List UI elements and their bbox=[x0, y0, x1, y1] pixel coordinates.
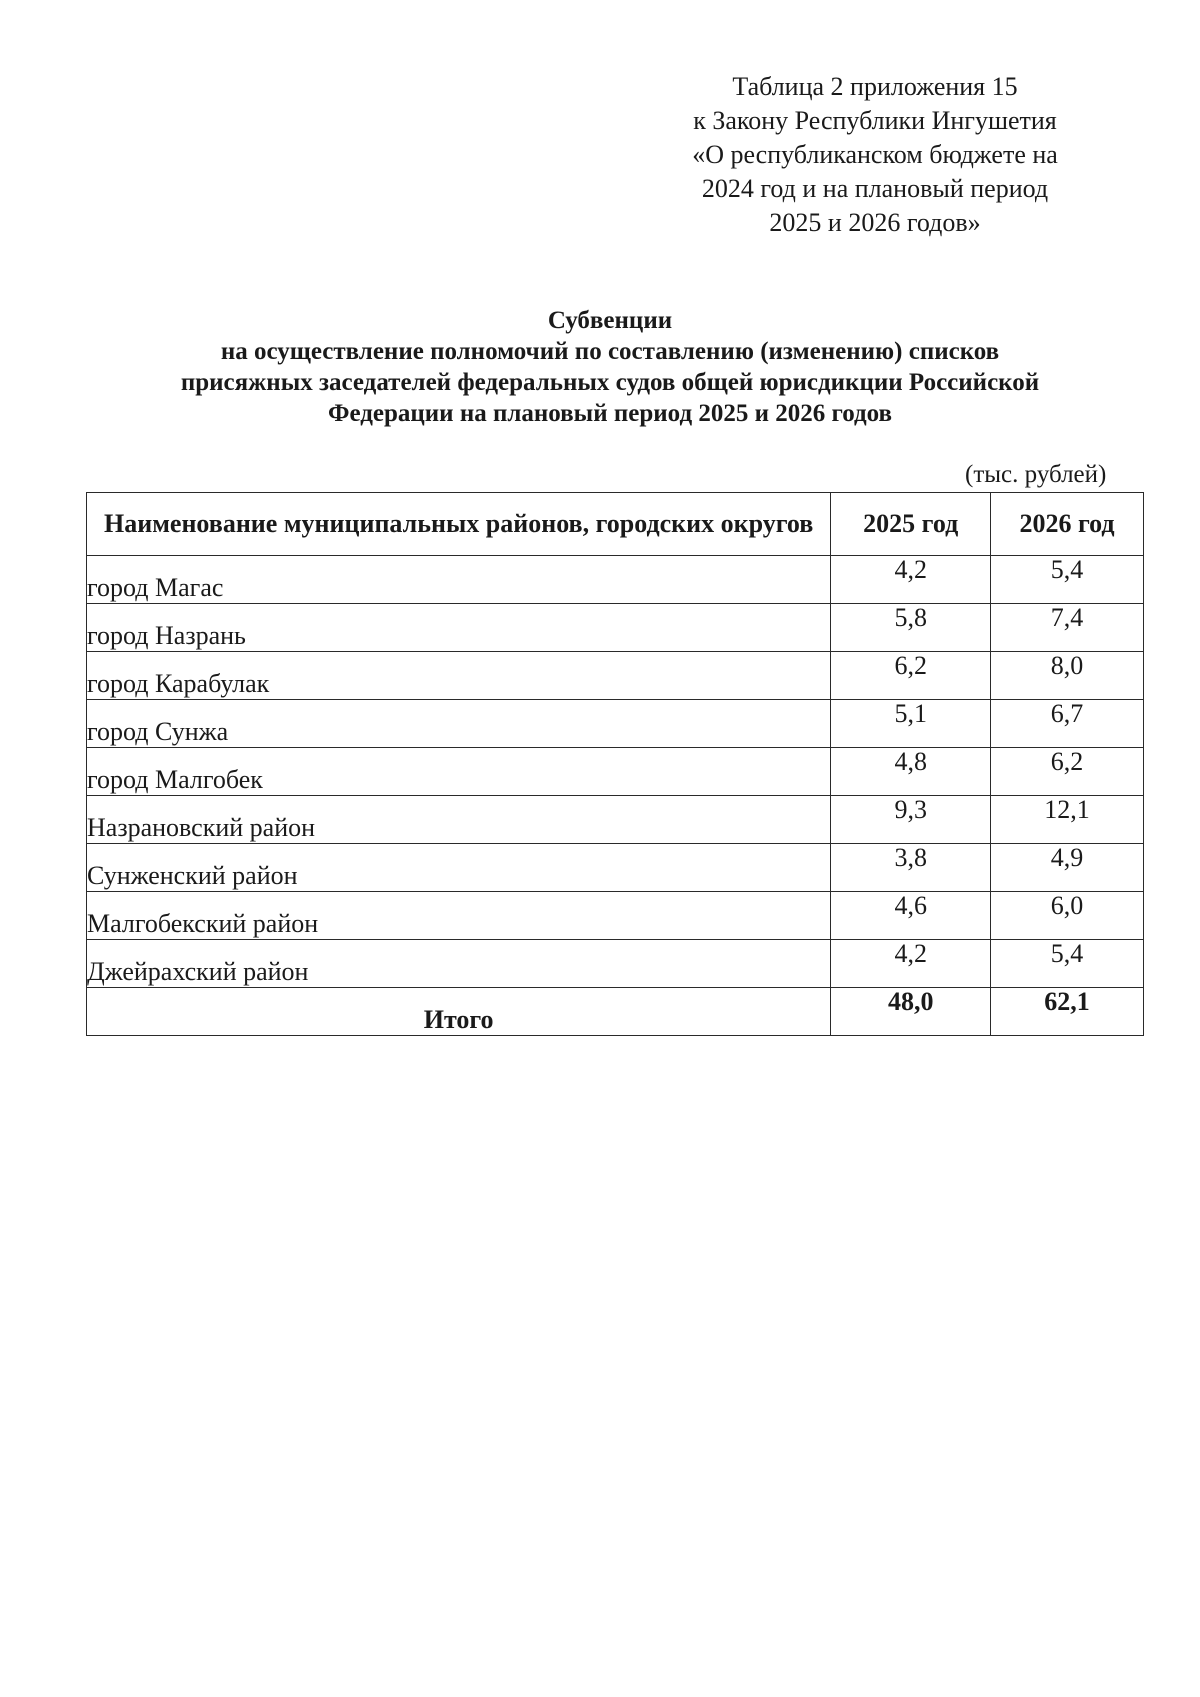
table-header-row bbox=[87, 493, 1144, 556]
row-2025-value: 3,8 bbox=[831, 844, 991, 892]
row-name: город Назрань bbox=[87, 604, 831, 652]
row-2025-value: 4,2 bbox=[831, 556, 991, 604]
appendix-line: «О республиканском бюджете на bbox=[692, 140, 1058, 169]
appendix-line: к Закону Республики Ингушетия bbox=[693, 106, 1057, 135]
table-body bbox=[87, 556, 1144, 1036]
row-2026-value: 4,9 bbox=[991, 844, 1144, 892]
appendix-line: Таблица 2 приложения 15 bbox=[732, 72, 1018, 101]
total-2025-value: 48,0 bbox=[831, 988, 991, 1036]
row-2025-value: 5,1 bbox=[831, 700, 991, 748]
title-line: на осуществление полномочий по составлению (изменению) списков bbox=[220, 338, 1000, 365]
row-name: Джейрахский район bbox=[87, 940, 831, 988]
units-label: (тыс. рублей) bbox=[965, 461, 1107, 488]
table-row bbox=[87, 556, 1144, 604]
row-2025-value: 4,2 bbox=[831, 940, 991, 988]
header-2026: 2026 год bbox=[991, 493, 1144, 556]
appendix-line: 2025 и 2026 годов» bbox=[769, 208, 981, 237]
document-title bbox=[90, 305, 1130, 429]
appendix-line: 2024 год и на плановый период bbox=[701, 174, 1049, 203]
table-row bbox=[87, 700, 1144, 748]
header-name: Наименование муниципальных районов, городских округов bbox=[87, 493, 831, 556]
row-name: Сунженский район bbox=[87, 844, 831, 892]
total-2026-value: 62,1 bbox=[991, 988, 1144, 1036]
table-row bbox=[87, 940, 1144, 988]
row-name: город Карабулак bbox=[87, 652, 831, 700]
row-2026-value: 5,4 bbox=[991, 940, 1144, 988]
title-line: присяжных заседателей федеральных судов общей юрисдикции Российской bbox=[180, 369, 1040, 396]
row-2026-value: 8,0 bbox=[991, 652, 1144, 700]
subventions-table bbox=[86, 492, 1144, 1036]
row-2025-value: 4,8 bbox=[831, 748, 991, 796]
total-label: Итого bbox=[87, 988, 831, 1036]
row-name: Малгобекский район bbox=[87, 892, 831, 940]
row-2026-value: 12,1 bbox=[991, 796, 1144, 844]
table-row bbox=[87, 604, 1144, 652]
appendix-note bbox=[680, 70, 1070, 240]
table-row bbox=[87, 796, 1144, 844]
row-2026-value: 6,0 bbox=[991, 892, 1144, 940]
row-2025-value: 6,2 bbox=[831, 652, 991, 700]
row-name: город Магас bbox=[87, 556, 831, 604]
table-row bbox=[87, 892, 1144, 940]
row-2025-value: 5,8 bbox=[831, 604, 991, 652]
title-line: Федерации на плановый период 2025 и 2026 годов bbox=[327, 400, 893, 427]
row-2026-value: 7,4 bbox=[991, 604, 1144, 652]
row-name: город Сунжа bbox=[87, 700, 831, 748]
table-row bbox=[87, 748, 1144, 796]
table-row bbox=[87, 844, 1144, 892]
total-row bbox=[87, 988, 1144, 1036]
row-2026-value: 5,4 bbox=[991, 556, 1144, 604]
title-line: Субвенции bbox=[547, 307, 673, 334]
table-row bbox=[87, 652, 1144, 700]
row-2026-value: 6,7 bbox=[991, 700, 1144, 748]
row-2025-value: 9,3 bbox=[831, 796, 991, 844]
row-name: Назрановский район bbox=[87, 796, 831, 844]
row-2026-value: 6,2 bbox=[991, 748, 1144, 796]
row-2025-value: 4,6 bbox=[831, 892, 991, 940]
row-name: город Малгобек bbox=[87, 748, 831, 796]
header-2025: 2025 год bbox=[831, 493, 991, 556]
